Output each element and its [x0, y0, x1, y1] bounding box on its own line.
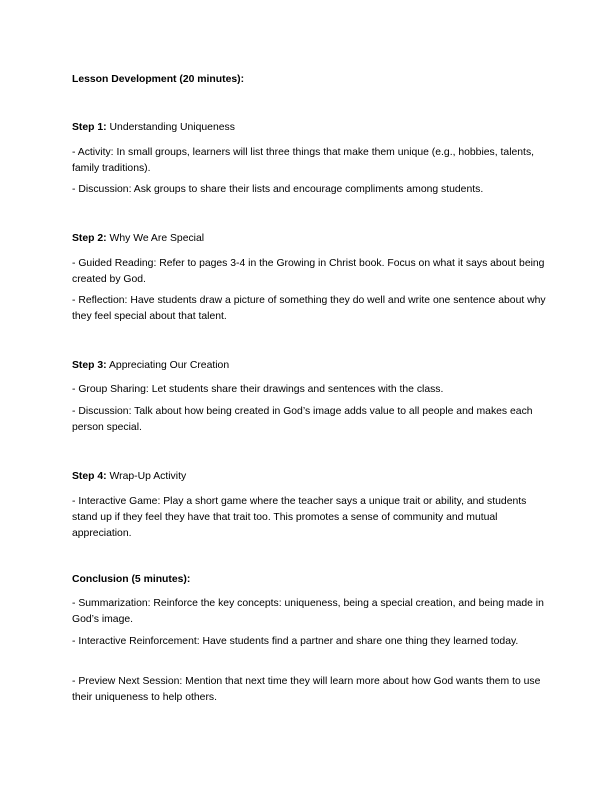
conclusion-heading: Conclusion (5 minutes): [72, 574, 191, 585]
step-3-heading [72, 358, 546, 374]
step-2-label: Step 2: [72, 233, 107, 244]
step-4-title: Wrap-Up Activity [109, 471, 187, 482]
step-2-item-1: - Guided Reading: Refer to pages 3-4 in the Growing in Christ book. Focus on what it says about being created by God. [72, 258, 545, 285]
conclusion-item-1: - Summarization: Reinforce the key concepts: uniqueness, being a special creation, and being made in God’s image. [72, 598, 544, 625]
step-3-item-2: - Discussion: Talk about how being created in God’s image adds value to all people and makes each person special. [72, 406, 533, 433]
conclusion-item-3: - Preview Next Session: Mention that next time they will learn more about how God wants them to use their uniqueness to help others. [72, 676, 541, 703]
step-3-label: Step 3: [72, 360, 107, 371]
step-4-label: Step 4: [72, 471, 107, 482]
step-2-item-2: - Reflection: Have students draw a picture of something they do well and write one sentence about why they feel special about that talent. [72, 295, 546, 322]
lesson-development-heading: Lesson Development (20 minutes): [72, 74, 245, 85]
step-2-heading [72, 231, 546, 247]
step-1-title: Understanding Uniqueness [109, 122, 235, 133]
step-1-item-2: - Discussion: Ask groups to share their lists and encourage compliments among students. [72, 184, 484, 195]
step-2-title: Why We Are Special [109, 233, 205, 244]
step-3-title: Appreciating Our Creation [108, 360, 230, 371]
step-1-heading [72, 120, 546, 136]
step-4-item-1: - Interactive Game: Play a short game where the teacher says a unique trait or ability, and students stand up if they feel they have that trait too. This promotes a sense of community and mutual appreciation. [72, 496, 527, 539]
step-1-label: Step 1: [72, 122, 107, 133]
step-4-heading [72, 469, 546, 485]
step-1-item-1: - Activity: In small groups, learners will list three things that make them unique (e.g., hobbies, talents, family traditions). [72, 147, 535, 174]
conclusion-item-2: - Interactive Reinforcement: Have students find a partner and share one thing they learned today. [72, 636, 519, 647]
step-3-item-1: - Group Sharing: Let students share their drawings and sentences with the class. [72, 384, 444, 395]
